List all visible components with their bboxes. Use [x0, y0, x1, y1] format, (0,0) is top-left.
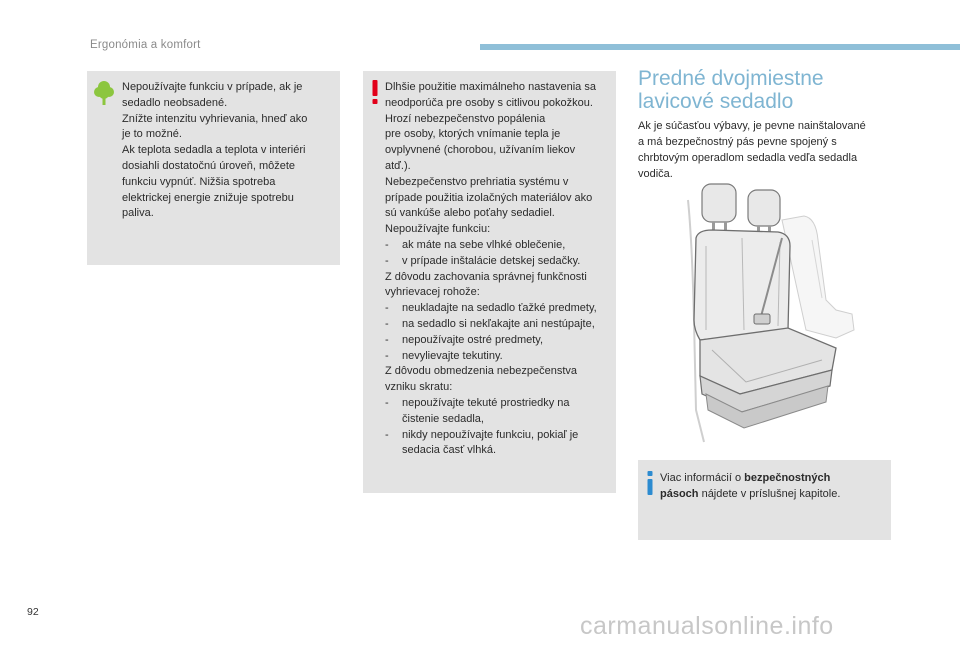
list-item: - nevylievajte tekutiny. — [385, 349, 503, 362]
info-box — [638, 460, 891, 540]
list-item: - na sedadlo si nekľakajte ani nestúpajte, — [385, 317, 595, 330]
list-item: - nikdy nepoužívajte funkciu, pokiaľ je — [385, 428, 579, 441]
watermark: carmanualsonline.info — [580, 612, 834, 640]
bench-seat-illustration — [686, 180, 858, 448]
eco-tree-icon — [94, 80, 114, 106]
list-item: - nepoužívajte tekuté prostriedky na — [385, 396, 570, 409]
eco-tip-box — [87, 71, 340, 265]
list-item: - ak máte na sebe vlhké oblečenie, — [385, 238, 566, 251]
eco-tip-text: Nepoužívajte funkciu v prípade, ak je sedadlo neobsadené. Znížte intenzitu vyhrievania, hneď ako je to možné. Ak teplota sedadla a teplota v interiéri dosiahli dostatočnú úroveň, môžete funkciu vypnúť. Nižšia spotreba elektrickej energie znižuje spotrebu paliva. — [122, 81, 308, 220]
warning-box — [363, 71, 616, 493]
list-item: - v prípade inštalácie detskej sedačky. — [385, 254, 581, 267]
info-icon — [643, 470, 657, 496]
warning-exclamation-icon — [368, 79, 382, 105]
header-accent-bar — [480, 44, 960, 50]
section-header-title: Ergonómia a komfort — [90, 39, 201, 51]
warning-text: Dlhšie použitie maximálneho nastavenia sa neodporúča pre osoby s citlivou pokožkou. Hrozí nebezpečenstvo popálenia pre osoby, ktorých vnímanie tepla je ovplyvnené (chorobou, užívaním liekov atď.). Nebezpečenstvo prehriatia systému v prípade použitia izolačných materiálov ako sú vankúše alebo poťahy sedadiel. Nepoužívajte funkciu: - ak máte na sebe vlhké oblečenie, - v prípade inštalácie detskej sedačky. Z dôvodu zachovania správnej funkčnosti vyhrievacej rohože: - neukladajte na sedadlo ťažké predmety, - na sedadlo si nekľakajte ani nestúpajte, - nepoužívajte ostré predmety, - nevylievajte tekutiny. Z dôvodu obmedzenia nebezpečenstva vzniku skratu: - nepoužívajte tekuté prostriedky na čistenie sedadla, - nikdy nepoužívajte funkciu, pokiaľ je sedacia časť vlhká. — [385, 80, 615, 459]
section-intro-text: Ak je súčasťou výbavy, je pevne nainštalované a má bezpečnostný pás pevne spojený s chrbtovým operadlom sedadla vedľa sedadla vodiča. — [638, 120, 866, 180]
list-item: - neukladajte na sedadlo ťažké predmety, — [385, 302, 597, 315]
info-text: Viac informácií o bezpečnostných pásoch nájdete v príslušnej kapitole. — [660, 472, 841, 500]
list-item: - nepoužívajte ostré predmety, — [385, 333, 544, 346]
page-number: 92 — [27, 606, 39, 618]
section-title: Predné dvojmiestne lavicové sedadlo — [638, 67, 824, 113]
